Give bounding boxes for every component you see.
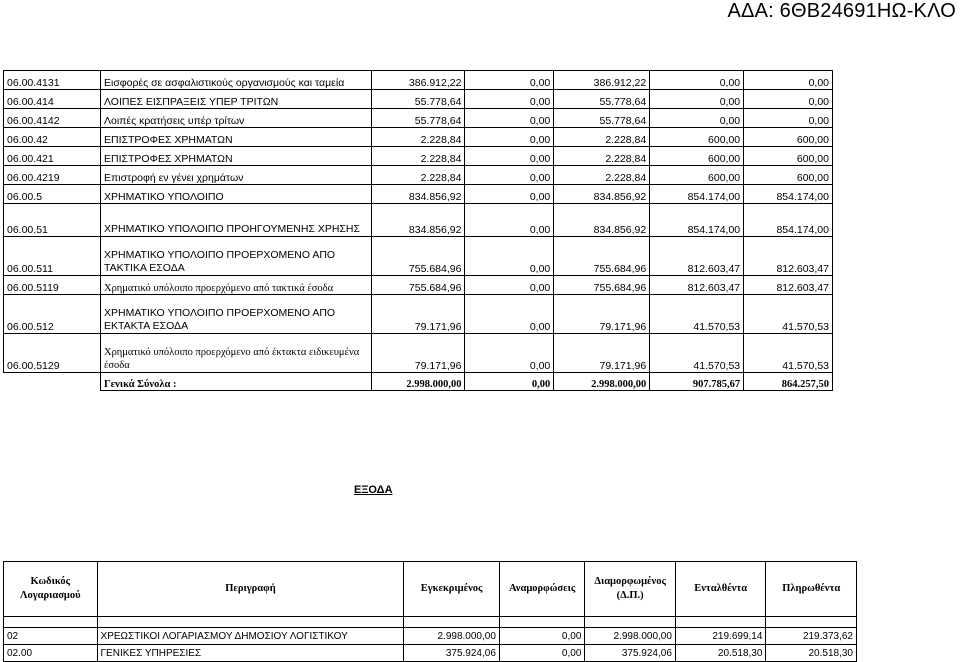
- spacer-cell: [585, 617, 676, 628]
- paid-value: 219.373,62: [766, 628, 857, 645]
- account-code: 02.00: [4, 645, 98, 662]
- amendments-value: 0,00: [465, 166, 554, 185]
- approved-value: 79.171,96: [371, 295, 465, 334]
- account-code: 06.00.511: [4, 237, 101, 276]
- description: Λοιπές κρατήσεις υπέρ τρίτων: [100, 109, 371, 128]
- description: Χρηματικό υπόλοιπο προερχόμενο από έκτακτα ειδικευμένα έσοδα: [100, 334, 371, 373]
- spacer-cell: [766, 617, 857, 628]
- spacer-cell: [97, 617, 404, 628]
- amendments-value: 0,00: [465, 185, 554, 204]
- formed-value: 375.924,06: [585, 645, 676, 662]
- total-approved: 2.998.000,00: [371, 373, 465, 391]
- description: ΧΡΕΩΣΤΙΚΟΙ ΛΟΓΑΡΙΑΣΜΟΥ ΔΗΜΟΣΙΟΥ ΛΟΓΙΣΤΙΚΟΥ: [97, 628, 404, 645]
- collected-value: 0,00: [744, 71, 833, 90]
- formed-value: 834.856,92: [554, 204, 650, 237]
- column-header: Εγκεκριμένος: [404, 562, 500, 617]
- column-header: Περιγραφή: [97, 562, 404, 617]
- formed-value: 79.171,96: [554, 295, 650, 334]
- certified-value: 41.570,53: [650, 295, 744, 334]
- table-row: [4, 334, 833, 373]
- table-row: [4, 204, 833, 237]
- formed-value: 79.171,96: [554, 334, 650, 373]
- account-code: 06.00.4142: [4, 109, 101, 128]
- total-code-empty: [4, 373, 101, 391]
- approved-value: 55.778,64: [371, 90, 465, 109]
- collected-value: 600,00: [744, 166, 833, 185]
- description: ΧΡΗΜΑΤΙΚΟ ΥΠΟΛΟΙΠΟ: [100, 185, 371, 204]
- column-header: Ενταλθέντα: [675, 562, 766, 617]
- paid-value: 20.518,30: [766, 645, 857, 662]
- table-row: [4, 147, 833, 166]
- approved-value: 79.171,96: [371, 334, 465, 373]
- account-code: 06.00.421: [4, 147, 101, 166]
- ordered-value: 20.518,30: [675, 645, 766, 662]
- table-row: [4, 128, 833, 147]
- approved-value: 55.778,64: [371, 109, 465, 128]
- table-row: [4, 628, 857, 645]
- spacer-cell: [675, 617, 766, 628]
- amendments-value: 0,00: [465, 109, 554, 128]
- ada-header: ΑΔΑ: 6ΘΒ24691ΗΩ-ΚΛΟ: [727, 0, 956, 22]
- description: Χρηματικό υπόλοιπο προερχόμενο από τακτικά έσοδα: [100, 276, 371, 295]
- account-code: 06.00.5129: [4, 334, 101, 373]
- description: ΕΠΙΣΤΡΟΦΕΣ ΧΡΗΜΑΤΩΝ: [100, 147, 371, 166]
- expenses-header-row: [4, 562, 857, 617]
- account-code: 06.00.51: [4, 204, 101, 237]
- spacer-cell: [404, 617, 500, 628]
- approved-value: 375.924,06: [404, 645, 500, 662]
- collected-value: 812.603,47: [744, 276, 833, 295]
- certified-value: 812.603,47: [650, 276, 744, 295]
- spacer-cell: [4, 617, 98, 628]
- description: ΧΡΗΜΑΤΙΚΟ ΥΠΟΛΟΙΠΟ ΠΡΟΕΡΧΟΜΕΝΟ ΑΠΟ ΕΚΤΑΚΤΑ ΕΣΟΔΑ: [100, 295, 371, 334]
- certified-value: 600,00: [650, 166, 744, 185]
- total-row: [4, 373, 833, 391]
- table-row: [4, 166, 833, 185]
- amendments-value: 0,00: [465, 90, 554, 109]
- formed-value: 2.228,84: [554, 166, 650, 185]
- table-row: [4, 645, 857, 662]
- collected-value: 0,00: [744, 90, 833, 109]
- approved-value: 755.684,96: [371, 276, 465, 295]
- account-code: 06.00.42: [4, 128, 101, 147]
- collected-value: 41.570,53: [744, 295, 833, 334]
- collected-value: 812.603,47: [744, 237, 833, 276]
- spacer-row: [4, 617, 857, 628]
- ordered-value: 219.699,14: [675, 628, 766, 645]
- approved-value: 386.912,22: [371, 71, 465, 90]
- formed-value: 755.684,96: [554, 237, 650, 276]
- formed-value: 386.912,22: [554, 71, 650, 90]
- approved-value: 2.998.000,00: [404, 628, 500, 645]
- formed-value: 2.228,84: [554, 147, 650, 166]
- column-header: Διαμορφωμένος (Δ.Π.): [585, 562, 676, 617]
- account-code: 06.00.512: [4, 295, 101, 334]
- amendments-value: 0,00: [465, 295, 554, 334]
- total-formed: 2.998.000,00: [554, 373, 650, 391]
- amendments-value: 0,00: [465, 204, 554, 237]
- formed-value: 2.228,84: [554, 128, 650, 147]
- amendments-value: 0,00: [465, 71, 554, 90]
- description: ΓΕΝΙΚΕΣ ΥΠΗΡΕΣΙΕΣ: [97, 645, 404, 662]
- certified-value: 0,00: [650, 109, 744, 128]
- approved-value: 755.684,96: [371, 237, 465, 276]
- formed-value: 55.778,64: [554, 109, 650, 128]
- description: ΛΟΙΠΕΣ ΕΙΣΠΡΑΞΕΙΣ ΥΠΕΡ ΤΡΙΤΩΝ: [100, 90, 371, 109]
- description: Εισφορές σε ασφαλιστικούς οργανισμούς και ταμεία: [100, 71, 371, 90]
- revenue-table: [3, 70, 833, 391]
- amendments-value: 0,00: [465, 276, 554, 295]
- formed-value: 2.998.000,00: [585, 628, 676, 645]
- column-header: Πληρωθέντα: [766, 562, 857, 617]
- table-row: [4, 90, 833, 109]
- approved-value: 834.856,92: [371, 204, 465, 237]
- formed-value: 834.856,92: [554, 185, 650, 204]
- description: ΧΡΗΜΑΤΙΚΟ ΥΠΟΛΟΙΠΟ ΠΡΟΗΓΟΥΜΕΝΗΣ ΧΡΗΣΗΣ: [100, 204, 371, 237]
- formed-value: 55.778,64: [554, 90, 650, 109]
- collected-value: 41.570,53: [744, 334, 833, 373]
- column-header: Αναμορφώσεις: [499, 562, 585, 617]
- total-label: Γενικά Σύνολα :: [100, 373, 371, 391]
- certified-value: 600,00: [650, 147, 744, 166]
- description: Επιστροφή εν γένει χρημάτων: [100, 166, 371, 185]
- account-code: 06.00.5: [4, 185, 101, 204]
- amendments-value: 0,00: [499, 645, 585, 662]
- approved-value: 2.228,84: [371, 147, 465, 166]
- spacer-cell: [499, 617, 585, 628]
- total-collected: 864.257,50: [744, 373, 833, 391]
- table-row: [4, 295, 833, 334]
- certified-value: 854.174,00: [650, 185, 744, 204]
- expenses-table: [3, 561, 857, 662]
- collected-value: 0,00: [744, 109, 833, 128]
- amendments-value: 0,00: [465, 128, 554, 147]
- table-row: [4, 276, 833, 295]
- total-certified: 907.785,67: [650, 373, 744, 391]
- table-row: [4, 237, 833, 276]
- total-amendments: 0,00: [465, 373, 554, 391]
- certified-value: 41.570,53: [650, 334, 744, 373]
- collected-value: 600,00: [744, 128, 833, 147]
- approved-value: 2.228,84: [371, 166, 465, 185]
- certified-value: 854.174,00: [650, 204, 744, 237]
- account-code: 06.00.4131: [4, 71, 101, 90]
- account-code: 02: [4, 628, 98, 645]
- account-code: 06.00.4219: [4, 166, 101, 185]
- amendments-value: 0,00: [465, 334, 554, 373]
- amendments-value: 0,00: [499, 628, 585, 645]
- column-header: Κωδικός Λογαριασμού: [4, 562, 98, 617]
- description: ΕΠΙΣΤΡΟΦΕΣ ΧΡΗΜΑΤΩΝ: [100, 128, 371, 147]
- certified-value: 0,00: [650, 71, 744, 90]
- account-code: 06.00.414: [4, 90, 101, 109]
- certified-value: 0,00: [650, 90, 744, 109]
- certified-value: 600,00: [650, 128, 744, 147]
- expenses-title: ΕΞΟΔΑ: [354, 484, 393, 496]
- table-row: [4, 71, 833, 90]
- amendments-value: 0,00: [465, 237, 554, 276]
- table-row: [4, 109, 833, 128]
- approved-value: 834.856,92: [371, 185, 465, 204]
- description: ΧΡΗΜΑΤΙΚΟ ΥΠΟΛΟΙΠΟ ΠΡΟΕΡΧΟΜΕΝΟ ΑΠΟ ΤΑΚΤΙΚΑ ΕΣΟΔΑ: [100, 237, 371, 276]
- collected-value: 854.174,00: [744, 185, 833, 204]
- certified-value: 812.603,47: [650, 237, 744, 276]
- collected-value: 600,00: [744, 147, 833, 166]
- table-row: [4, 185, 833, 204]
- amendments-value: 0,00: [465, 147, 554, 166]
- account-code: 06.00.5119: [4, 276, 101, 295]
- formed-value: 755.684,96: [554, 276, 650, 295]
- approved-value: 2.228,84: [371, 128, 465, 147]
- collected-value: 854.174,00: [744, 204, 833, 237]
